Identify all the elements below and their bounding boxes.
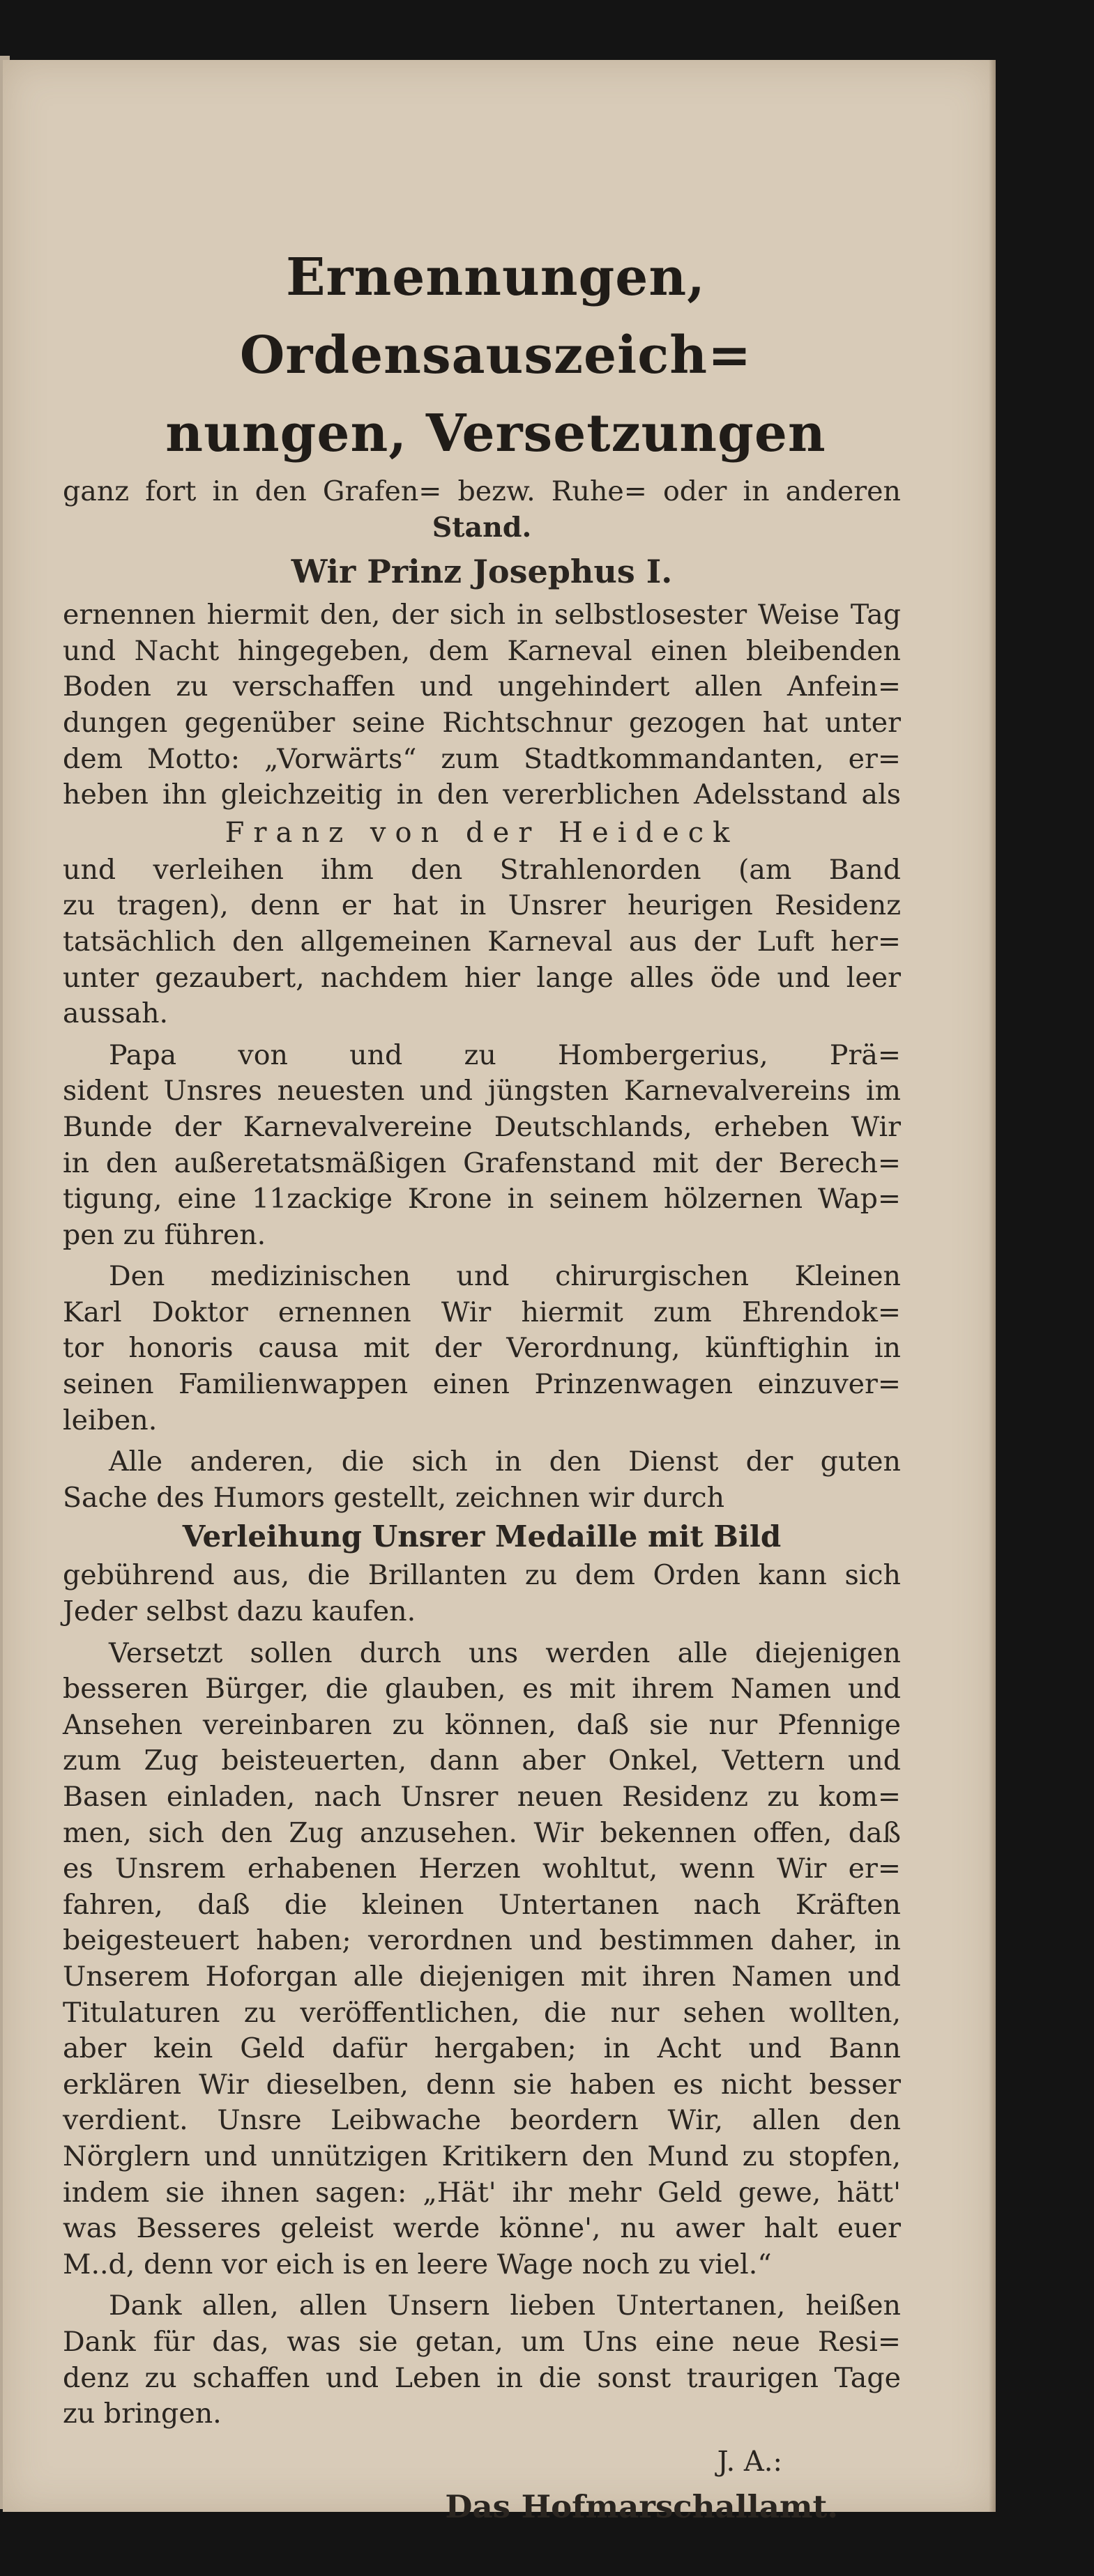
text-line: Alle anderen, die sich in den Dienst der guten (109, 1446, 901, 1478)
text-line: pen zu führen. (63, 1218, 266, 1251)
text-line: erklären Wir dieselben, denn sie haben es nicht besser (63, 2068, 901, 2101)
text-line: tigung, eine 11zackige Krone in seinem hölzernen Wap= (63, 1183, 901, 1216)
text-line: es Unsrem erhabenen Herzen wohltut, wenn Wir er= (63, 1853, 901, 1885)
text-line: Dank für das, was sie getan, um Uns eine neue Resi= (63, 2325, 901, 2358)
text-line: aussah. (63, 997, 169, 1030)
text-line: zu bringen. (63, 2398, 222, 2430)
text-line: besseren Bürger, die glauben, es mit ihrem Namen und (63, 1673, 901, 1705)
text-line: Nörglern und unnützigen Kritikern den Mund zu stopfen, (63, 2140, 901, 2172)
text-line: zum Zug beisteuerten, dann aber Onkel, Vettern und (63, 1745, 901, 1777)
text-line: indem sie ihnen sagen: „Hät' ihr mehr Geld gewe, hätt' (63, 2176, 901, 2209)
text-line: Boden zu verschaffen und ungehindert allen Anfein= (63, 670, 901, 703)
paragraph-8 (63, 2288, 901, 2432)
text-line: leiben. (63, 1404, 158, 1436)
text-line: in den außeretatsmäßigen Grafenstand mit der Berech= (63, 1147, 901, 1179)
text-line: unter gezaubert, nachdem hier lange alles öde und leer (63, 961, 901, 994)
text-line: zu tragen), denn er hat in Unsrer heurigen Residenz (63, 889, 901, 922)
text-line: Den medizinischen und chirurgischen Kleinen (109, 1260, 901, 1293)
prince-heading: Wir Prinz Josephus I. (291, 553, 673, 591)
document-page (3, 60, 996, 2525)
intro-paragraph (63, 474, 901, 546)
text-line: dungen gegenüber seine Richtschnur gezogen hat unter (63, 706, 901, 739)
name-franz-von-der-heideck: Franz von der Heideck (225, 816, 739, 849)
text-line: gebührend aus, die Brillanten zu dem Orden kann sich (63, 1559, 901, 1592)
signature-office: Das Hofmarschallamt. (445, 2487, 838, 2525)
text-line: men, sich den Zug anzusehen. Wir bekennen offen, daß (63, 1816, 901, 1849)
paragraph-5 (63, 1444, 901, 1516)
document-title (91, 238, 901, 473)
text-line: fahren, daß die kleinen Untertanen nach Kräften (63, 1888, 901, 1921)
paragraph-3 (63, 1038, 901, 1254)
text-line: Karl Doktor ernennen Wir hiermit zum Ehrendok= (63, 1296, 901, 1328)
title-line-1: Ernennungen, Ordensauszeich= (239, 247, 752, 385)
text-line: tatsächlich den allgemeinen Karneval aus der Luft her= (63, 925, 901, 958)
text-line: Basen einladen, nach Unsrer neuen Residenz zu kom= (63, 1781, 901, 1813)
signature-ia: J. A.: (717, 2445, 782, 2478)
text-line: Ansehen vereinbaren zu können, daß sie nur Pfennige (63, 1708, 901, 1741)
text-line: Dank allen, allen Unsern lieben Untertanen, heißen (109, 2290, 901, 2322)
text-line: dem Motto: „Vorwärts“ zum Stadtkommandanten, er= (63, 742, 901, 775)
text-line: denz zu schaffen und Leben in die sonst traurigen Tage (63, 2361, 901, 2394)
text-line: Sache des Humors gestellt, zeichnen wir durch (63, 1481, 725, 1514)
text-line: beigesteuert haben; verordnen und bestimmen daher, in (63, 1924, 901, 1957)
text-line: Bunde der Karnevalvereine Deutschlands, erheben Wir (63, 1110, 901, 1143)
paragraph-7 (63, 1636, 901, 2283)
paragraph-2 (63, 852, 901, 1032)
document-content (63, 171, 901, 2529)
text-line: und Nacht hingegeben, dem Karneval einen bleibenden (63, 634, 901, 667)
text-line: sident Unsres neuesten und jüngsten Karnevalvereins im (63, 1075, 901, 1107)
text-line: und verleihen ihm den Strahlenorden (am Band (63, 853, 901, 886)
text-line: seinen Familienwappen einen Prinzenwagen einzuver= (63, 1368, 901, 1401)
text-line: ganz fort in den Grafen= bezw. Ruhe= oder in anderen (63, 475, 901, 507)
text-line: was Besseres geleist werde könne', nu awer halt euer (63, 2212, 901, 2245)
text-line: aber kein Geld dafür hergaben; in Acht und Bann (63, 2032, 901, 2065)
text-line: Papa von und zu Hombergerius, Prä= (109, 1038, 901, 1071)
paragraph-6 (63, 1558, 901, 1630)
text-line: verdient. Unsre Leibwache beordern Wir, allen den (63, 2104, 901, 2137)
text-line: Versetzt sollen durch uns werden alle diejenigen (109, 1636, 901, 1669)
paragraph-1 (63, 597, 901, 813)
text-line: Jeder selbst dazu kaufen. (63, 1595, 416, 1628)
text-line: heben ihn gleichzeitig in den vererblichen Adelsstand als (63, 779, 901, 811)
text-line: M..d, denn vor eich is en leere Wage noch zu viel.“ (63, 2248, 772, 2280)
title-line-2: nungen, Versetzungen (165, 404, 826, 463)
text-line: Stand. (432, 511, 532, 544)
medal-heading: Verleihung Unsrer Medaille mit Bild (182, 1519, 782, 1554)
text-line: Unserem Hoforgan alle diejenigen mit ihren Namen und (63, 1960, 901, 1993)
text-line: ernennen hiermit den, der sich in selbstlosester Weise Tag (63, 599, 901, 631)
text-line: tor honoris causa mit der Verordnung, künftighin in (63, 1332, 901, 1365)
paragraph-4 (63, 1259, 901, 1439)
text-line: Titulaturen zu veröffentlichen, die nur sehen wollten, (63, 1996, 901, 2029)
